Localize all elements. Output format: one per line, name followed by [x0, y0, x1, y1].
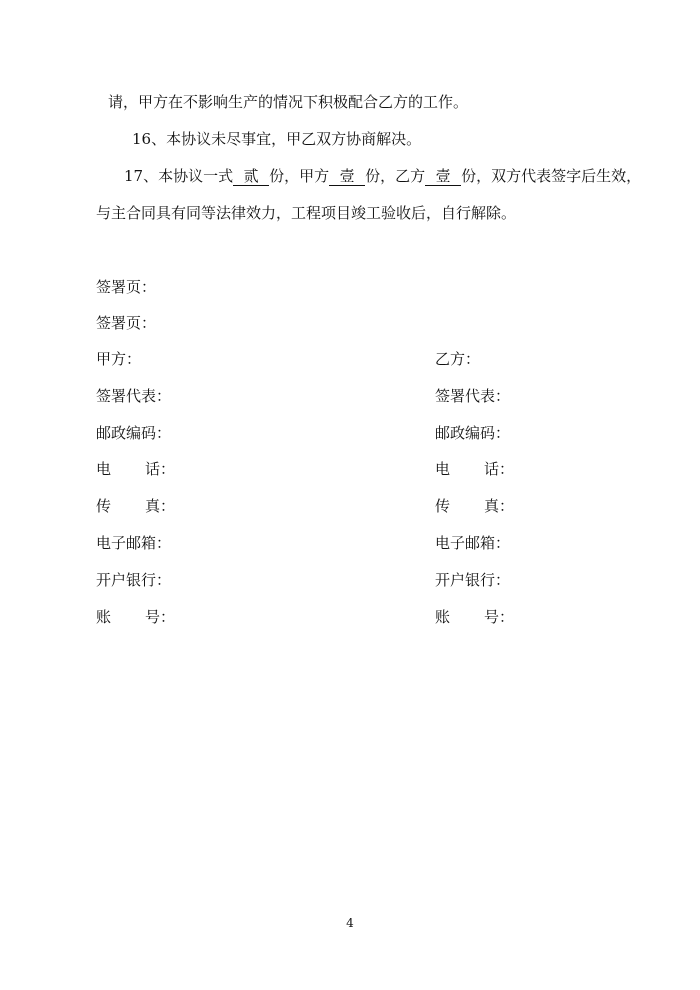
account-char-2: 号：: [484, 608, 515, 626]
party-a-bank-label: 开户银行：: [96, 571, 172, 589]
party-b-phone-label: [435, 459, 514, 479]
p17-text-3: 份，乙方: [365, 167, 426, 185]
party-a-fax-label: [96, 496, 175, 516]
phone-char-2: 话：: [145, 460, 176, 478]
party-b-fax-label: [435, 496, 514, 516]
party-b-email-label: 电子邮箱：: [435, 534, 511, 552]
party-b-postcode-label: 邮政编码：: [435, 424, 511, 442]
account-char-1: 账: [435, 608, 451, 626]
account-char-2: 号：: [145, 608, 176, 626]
signature-page-title: 签署页：: [96, 278, 157, 296]
fax-char-1: 传: [96, 497, 112, 515]
phone-char-1: 电: [96, 460, 112, 478]
paragraph-17-continued: 与主合同具有同等法律效力，工程项目竣工验收后，自行解除。: [96, 204, 517, 222]
page-number: 4: [346, 916, 354, 930]
fax-char-2: 真：: [145, 497, 176, 515]
phone-char-1: 电: [435, 460, 451, 478]
fax-char-2: 真：: [484, 497, 515, 515]
party-b-rep-label: 签署代表：: [435, 387, 511, 405]
party-a-postcode-label: 邮政编码：: [96, 424, 172, 442]
p17-text-2: 份，甲方: [269, 167, 330, 185]
copies-party-b: 壹: [425, 167, 461, 186]
paragraph-16: 16、本协议未尽事宜，甲乙双方协商解决。: [132, 130, 422, 148]
copies-party-a: 壹: [329, 167, 365, 186]
party-a-label: 甲方：: [96, 350, 142, 368]
party-a-email-label: 电子邮箱：: [96, 534, 172, 552]
account-char-1: 账: [96, 608, 112, 626]
p17-text-1: 17、本协议一式: [124, 167, 234, 185]
paragraph-15-end: 请，甲方在不影响生产的情况下积极配合乙方的工作。: [108, 93, 469, 111]
party-b-bank-label: 开户银行：: [435, 571, 511, 589]
party-a-rep-label: 签署代表：: [96, 387, 172, 405]
phone-char-2: 话：: [484, 460, 515, 478]
paragraph-17: [124, 166, 641, 186]
signature-page-title-repeat: 签署页：: [96, 314, 157, 332]
fax-char-1: 传: [435, 497, 451, 515]
party-b-account-label: [435, 607, 514, 627]
party-b-label: 乙方：: [435, 350, 481, 368]
party-a-phone-label: [96, 459, 175, 479]
copies-total: 贰: [233, 167, 269, 186]
party-a-account-label: [96, 607, 175, 627]
p17-text-4: 份，双方代表签字后生效，: [461, 167, 642, 185]
